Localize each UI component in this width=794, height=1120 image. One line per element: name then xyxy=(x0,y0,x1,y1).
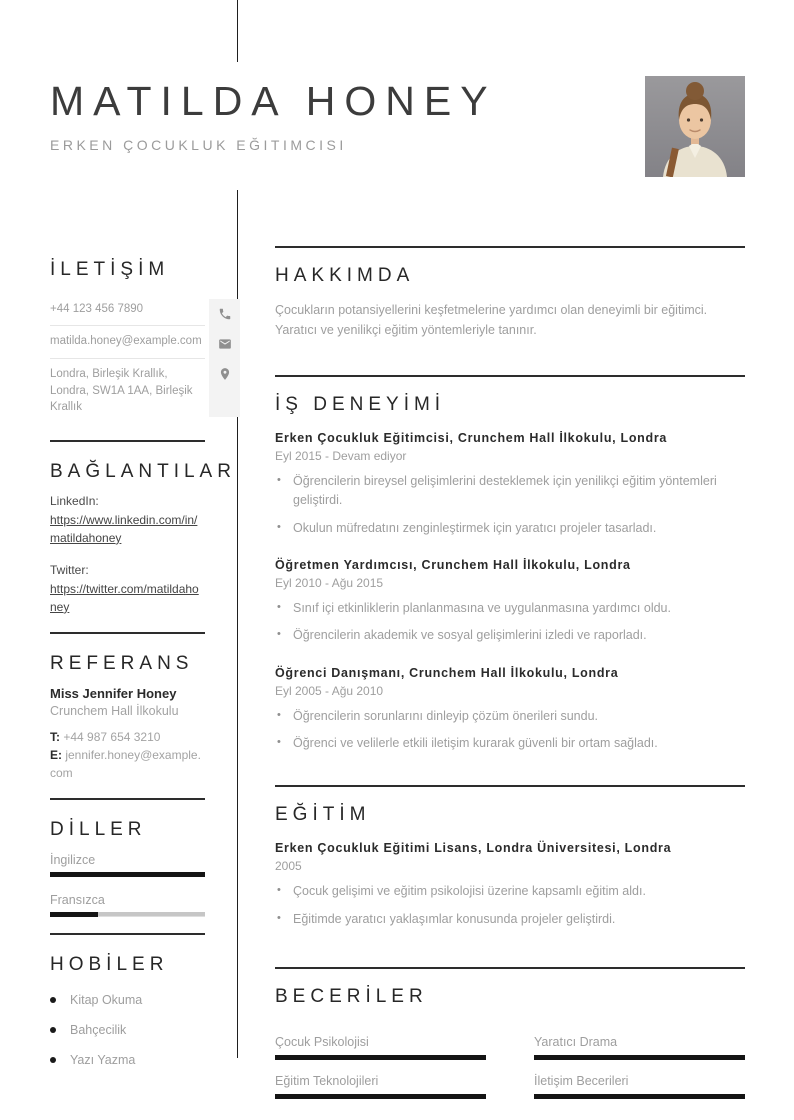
reference-phone: T: +44 987 654 3210 xyxy=(50,729,161,744)
job-bullet: • Öğrencilerin bireysel gelişimlerini desteklemek için yenilikçi eğitim yöntemleri geliştirdi. xyxy=(275,472,745,511)
reference-email: E: jennifer.honey@example.com xyxy=(50,747,201,780)
language-name: Fransızca xyxy=(50,893,105,908)
skill-item xyxy=(534,1035,745,1060)
linkedin-link[interactable]: https://www.linkedin.com/in/matildahoney xyxy=(50,512,198,545)
skill-level-bar xyxy=(275,1094,486,1099)
contact-email: matilda.honey@example.com xyxy=(50,326,205,359)
sidebar xyxy=(50,258,236,1083)
degree-title: Erken Çocukluk Eğitimi Lisans, Londra Üniversitesi, Londra xyxy=(275,841,672,856)
education-section xyxy=(275,787,745,967)
reference-organization: Crunchem Hall İlkokulu xyxy=(50,703,179,718)
education-bullet: • Eğitimde yaratıcı yaklaşımlar konusunda projeler geliştirdi. xyxy=(275,910,745,929)
contact-section xyxy=(50,258,205,424)
reference-heading: REFERANS xyxy=(50,652,194,674)
job-entry xyxy=(275,558,745,646)
about-section xyxy=(275,248,745,375)
twitter-label: Twitter: xyxy=(50,562,89,577)
top-divider-line xyxy=(237,0,238,62)
reference-email-label: E: xyxy=(50,747,62,762)
map-pin-icon xyxy=(218,359,232,389)
job-bullet: • Sınıf içi etkinliklerin planlanmasına ve uygulanmasına yardımcı oldu. xyxy=(275,599,745,618)
contact-address: Londra, Birleşik Krallık, Londra, SW1A 1AA, Birleşik Krallık xyxy=(50,368,193,414)
envelope-icon xyxy=(218,329,232,359)
languages-section xyxy=(50,818,205,918)
job-title: Öğrenci Danışmanı, Crunchem Hall İlkokulu, Londra xyxy=(275,665,619,680)
experience-heading: İŞ DENEYİMİ xyxy=(275,394,446,415)
sidebar-divider xyxy=(50,632,205,634)
job-date: Eyl 2010 - Ağu 2015 xyxy=(275,575,384,590)
phone-icon xyxy=(218,299,232,329)
job-title: Öğretmen Yardımcısı, Crunchem Hall İlkokulu, Londra xyxy=(275,557,631,572)
linkedin-label: LinkedIn: xyxy=(50,493,99,508)
job-title: Erken Çocukluk Eğitimcisi, Crunchem Hall İlkokulu, Londra xyxy=(275,430,668,445)
skills-heading: BECERİLER xyxy=(275,985,428,1007)
reference-name: Miss Jennifer Honey xyxy=(50,685,177,701)
person-title: ERKEN ÇOCUKLUK EĞITIMCISI xyxy=(50,137,347,153)
hobbies-heading: HOBİLER xyxy=(50,954,169,976)
sidebar-divider xyxy=(50,933,205,935)
skill-level-bar xyxy=(275,1055,486,1060)
bullet-dot xyxy=(50,1027,56,1033)
sidebar-divider xyxy=(50,798,205,800)
main-column xyxy=(275,246,745,1099)
experience-section xyxy=(275,377,745,785)
job-bullet: • Öğrenci ve velilerle etkili iletişim kurarak güvenli bir ortam sağladı. xyxy=(275,734,745,753)
skill-name: Eğitim Teknolojileri xyxy=(275,1073,379,1088)
bullet-dot xyxy=(50,997,56,1003)
skill-item xyxy=(275,1035,486,1060)
skill-level-bar xyxy=(534,1094,745,1099)
header xyxy=(50,78,610,153)
education-bullet: • Çocuk gelişimi ve eğitim psikolojisi üzerine kapsamlı eğitim aldı. xyxy=(275,882,745,901)
skill-item xyxy=(275,1074,486,1099)
skill-level-bar xyxy=(534,1055,745,1060)
skill-name: Yaratıcı Drama xyxy=(534,1034,618,1049)
hobby-item: Bahçecilik xyxy=(50,1023,205,1037)
job-bullet: • Öğrencilerin akademik ve sosyal gelişimlerini izledi ve raporladı. xyxy=(275,626,745,645)
skills-section xyxy=(275,969,745,1099)
profile-photo xyxy=(645,76,745,177)
reference-phone-label: T: xyxy=(50,729,60,744)
contact-icon-strip xyxy=(209,299,240,417)
contact-heading: İLETİŞİM xyxy=(50,259,170,280)
profile-photo-illustration xyxy=(645,76,745,177)
language-row xyxy=(50,893,205,917)
hobbies-section xyxy=(50,953,205,1067)
education-entry xyxy=(275,841,745,929)
hobby-item: Kitap Okuma xyxy=(50,993,205,1007)
reference-section xyxy=(50,652,205,782)
link-item-twitter xyxy=(50,563,205,616)
job-date: Eyl 2005 - Ağu 2010 xyxy=(275,683,384,698)
language-row xyxy=(50,853,205,877)
about-text: Çocukların potansiyellerini keşfetmelerine yardımcı olan deneyimli bir eğitimci. Yaratıcı ve yenilikçi eğitim yöntemleriyle tanınır. xyxy=(275,302,708,338)
hobby-item: Yazı Yazma xyxy=(50,1053,205,1067)
job-entry xyxy=(275,431,745,538)
skill-name: İletişim Becerileri xyxy=(534,1073,629,1088)
education-heading: EĞİTİM xyxy=(275,804,371,826)
person-name: MATILDA HONEY xyxy=(50,78,497,124)
skill-item xyxy=(534,1074,745,1099)
degree-date: 2005 xyxy=(275,859,302,874)
job-date: Eyl 2015 - Devam ediyor xyxy=(275,448,407,463)
contact-phone: +44 123 456 7890 xyxy=(50,294,205,327)
job-entry xyxy=(275,666,745,754)
links-heading: BAĞLANTILAR xyxy=(50,461,236,483)
about-heading: HAKKIMDA xyxy=(275,265,415,286)
bullet-dot xyxy=(50,1057,56,1063)
job-bullet: • Okulun müfredatını zenginleştirmek için yaratıcı projeler tasarladı. xyxy=(275,519,745,538)
skill-name: Çocuk Psikolojisi xyxy=(275,1034,369,1049)
sidebar-divider xyxy=(50,440,205,442)
links-section xyxy=(50,460,236,616)
languages-heading: DİLLER xyxy=(50,818,147,840)
language-level-bar xyxy=(50,872,205,877)
job-bullet: • Öğrencilerin sorunlarını dinleyip çözüm önerileri sundu. xyxy=(275,707,745,726)
language-level-bar xyxy=(50,912,205,917)
language-name: İngilizce xyxy=(50,853,96,868)
link-item-linkedin xyxy=(50,494,205,547)
twitter-link[interactable]: https://twitter.com/matildahoney xyxy=(50,581,199,614)
